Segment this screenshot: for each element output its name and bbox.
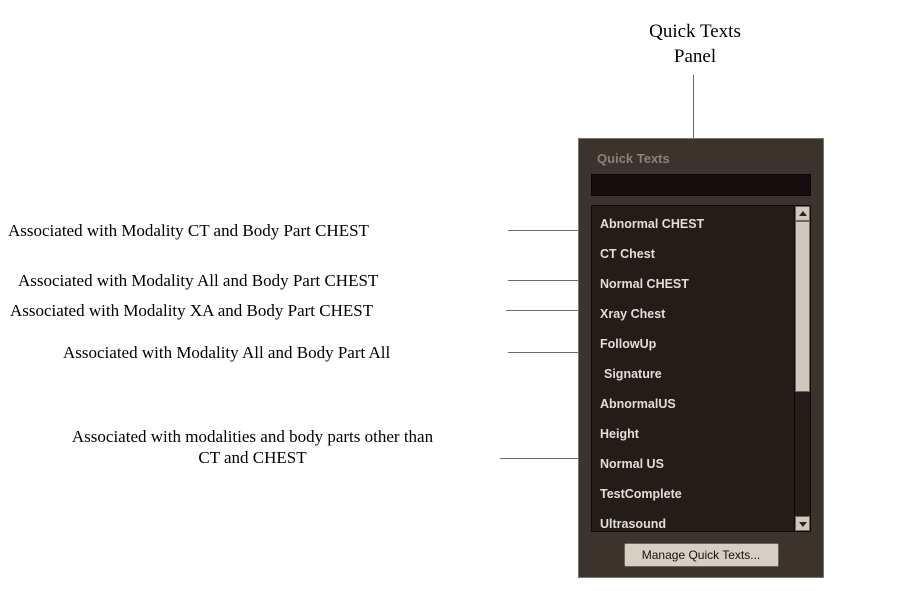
scrollbar-thumb[interactable] — [795, 221, 810, 392]
quick-texts-list-items[interactable] — [592, 206, 794, 531]
quick-texts-list[interactable] — [591, 205, 811, 532]
annotation-ct-chest: Associated with Modality CT and Body Part CHEST — [8, 221, 369, 240]
scrollbar-track[interactable] — [795, 221, 810, 516]
list-item[interactable]: Normal US — [600, 457, 664, 471]
list-item[interactable]: AbnormalUS — [600, 397, 676, 411]
quick-texts-search-input[interactable] — [591, 174, 811, 196]
annotation-xa-chest-leader — [506, 310, 578, 311]
list-item[interactable]: Signature — [604, 367, 662, 381]
annotation-other-leader — [500, 458, 578, 459]
list-item[interactable]: FollowUp — [600, 337, 657, 351]
list-item[interactable]: CT Chest — [600, 247, 655, 261]
list-item[interactable]: Normal CHEST — [600, 277, 689, 291]
scroll-up-icon[interactable] — [795, 206, 810, 221]
scroll-down-icon[interactable] — [795, 516, 810, 531]
list-item[interactable]: Abnormal CHEST — [600, 217, 705, 231]
title-leader-line — [693, 75, 694, 138]
annotation-all-chest: Associated with Modality All and Body Part CHEST — [18, 271, 379, 290]
annotation-other: Associated with modalities and body parts other than CT and CHEST — [71, 427, 434, 468]
quick-texts-panel — [578, 138, 824, 578]
manage-quick-texts-button[interactable]: Manage Quick Texts... — [624, 543, 779, 567]
annotation-all-all: Associated with Modality All and Body Part All — [63, 343, 391, 362]
list-item[interactable]: Height — [600, 427, 639, 441]
annotation-ct-chest-leader — [508, 230, 578, 231]
figure-title: Quick Texts Panel — [649, 21, 741, 67]
annotation-all-chest-leader — [508, 280, 578, 281]
annotation-xa-chest: Associated with Modality XA and Body Part CHEST — [10, 301, 374, 320]
list-item[interactable]: Xray Chest — [600, 307, 666, 321]
list-item[interactable]: Ultrasound — [600, 517, 666, 531]
annotation-all-all-leader — [508, 352, 578, 353]
panel-title: Quick Texts — [597, 151, 670, 166]
list-item[interactable]: TestComplete — [600, 487, 682, 501]
list-scrollbar[interactable] — [794, 206, 810, 531]
